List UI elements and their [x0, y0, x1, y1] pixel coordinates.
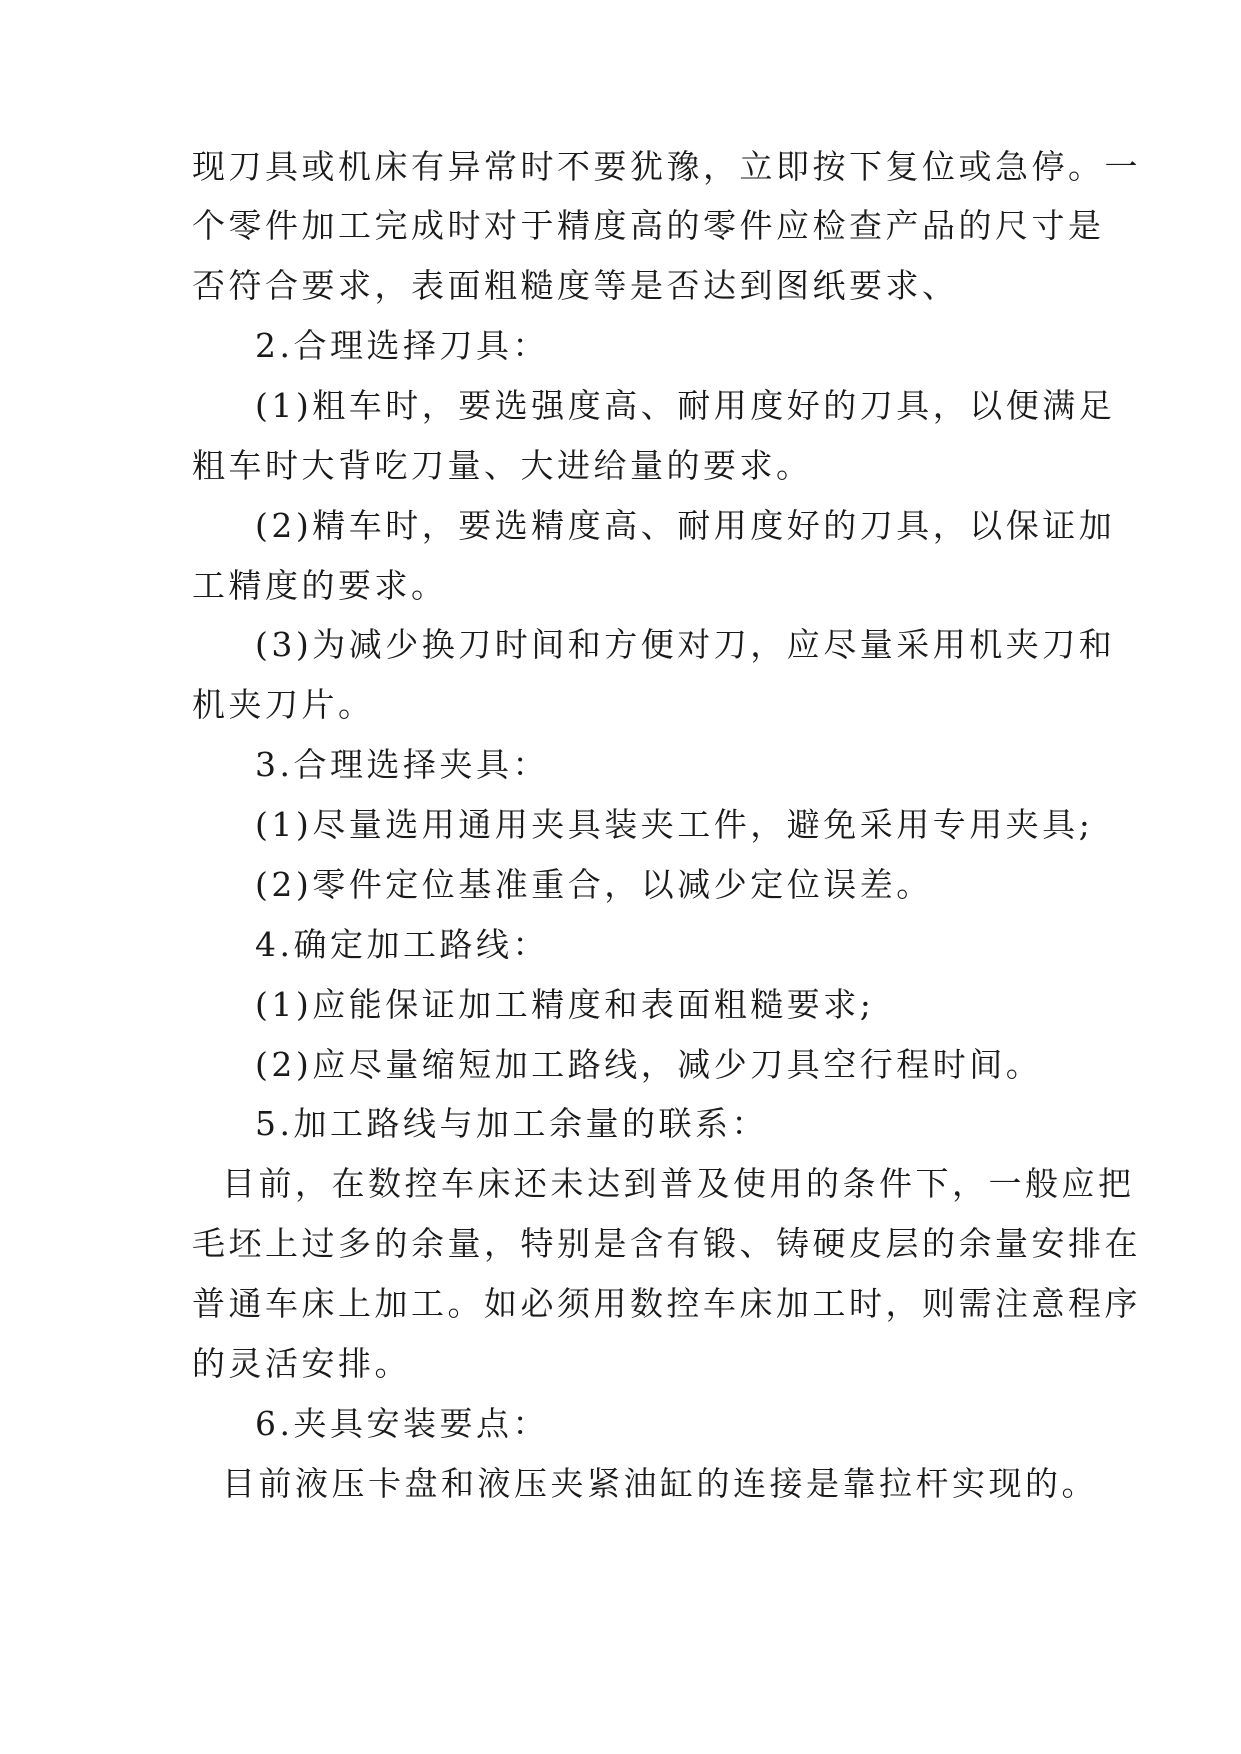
list-item: (3)为减少换刀时间和方便对刀，应尽量采用机夹刀和 — [255, 625, 1116, 664]
section-heading: 5.加工路线与加工余量的联系： — [255, 1104, 768, 1143]
text-line: 工精度的要求。 — [192, 566, 448, 605]
section-heading: 4.确定加工路线： — [255, 925, 549, 964]
text-line: 目前液压卡盘和液压夹紧油缸的连接是靠拉杆实现的。 — [222, 1464, 1098, 1503]
text-line: 机夹刀片。 — [192, 685, 375, 724]
list-item: (1)粗车时，要选强度高、耐用度好的刀具，以便满足 — [255, 386, 1116, 425]
section-heading: 3.合理选择夹具： — [255, 745, 549, 784]
list-item: (1)尽量选用通用夹具装夹工件，避免采用专用夹具; — [255, 805, 1094, 844]
section-heading: 6.夹具安装要点： — [255, 1404, 549, 1443]
text-line: 现刀具或机床有异常时不要犹豫，立即按下复位或急停。一 — [192, 147, 1141, 186]
text-line: 普通车床上加工。如必须用数控车床加工时，则需注意程序 — [192, 1284, 1141, 1323]
text-line: 的灵活安排。 — [192, 1344, 411, 1383]
text-line: 毛坯上过多的余量，特别是含有锻、铸硬皮层的余量安排在 — [192, 1224, 1141, 1263]
list-item: (2)零件定位基准重合，以减少定位误差。 — [255, 865, 933, 904]
list-item: (2)应尽量缩短加工路线，减少刀具空行程时间。 — [255, 1045, 1043, 1084]
text-line: 个零件加工完成时对于精度高的零件应检查产品的尺寸是 — [192, 206, 1105, 245]
list-item: (1)应能保证加工精度和表面粗糙要求; — [255, 985, 875, 1024]
list-item: (2)精车时，要选精度高、耐用度好的刀具，以保证加 — [255, 506, 1116, 545]
text-line: 否符合要求，表面粗糙度等是否达到图纸要求、 — [192, 266, 959, 305]
text-line: 目前，在数控车床还未达到普及使用的条件下，一般应把 — [222, 1164, 1135, 1203]
section-heading: 2.合理选择刀具： — [255, 326, 549, 365]
text-line: 粗车时大背吃刀量、大进给量的要求。 — [192, 446, 813, 485]
